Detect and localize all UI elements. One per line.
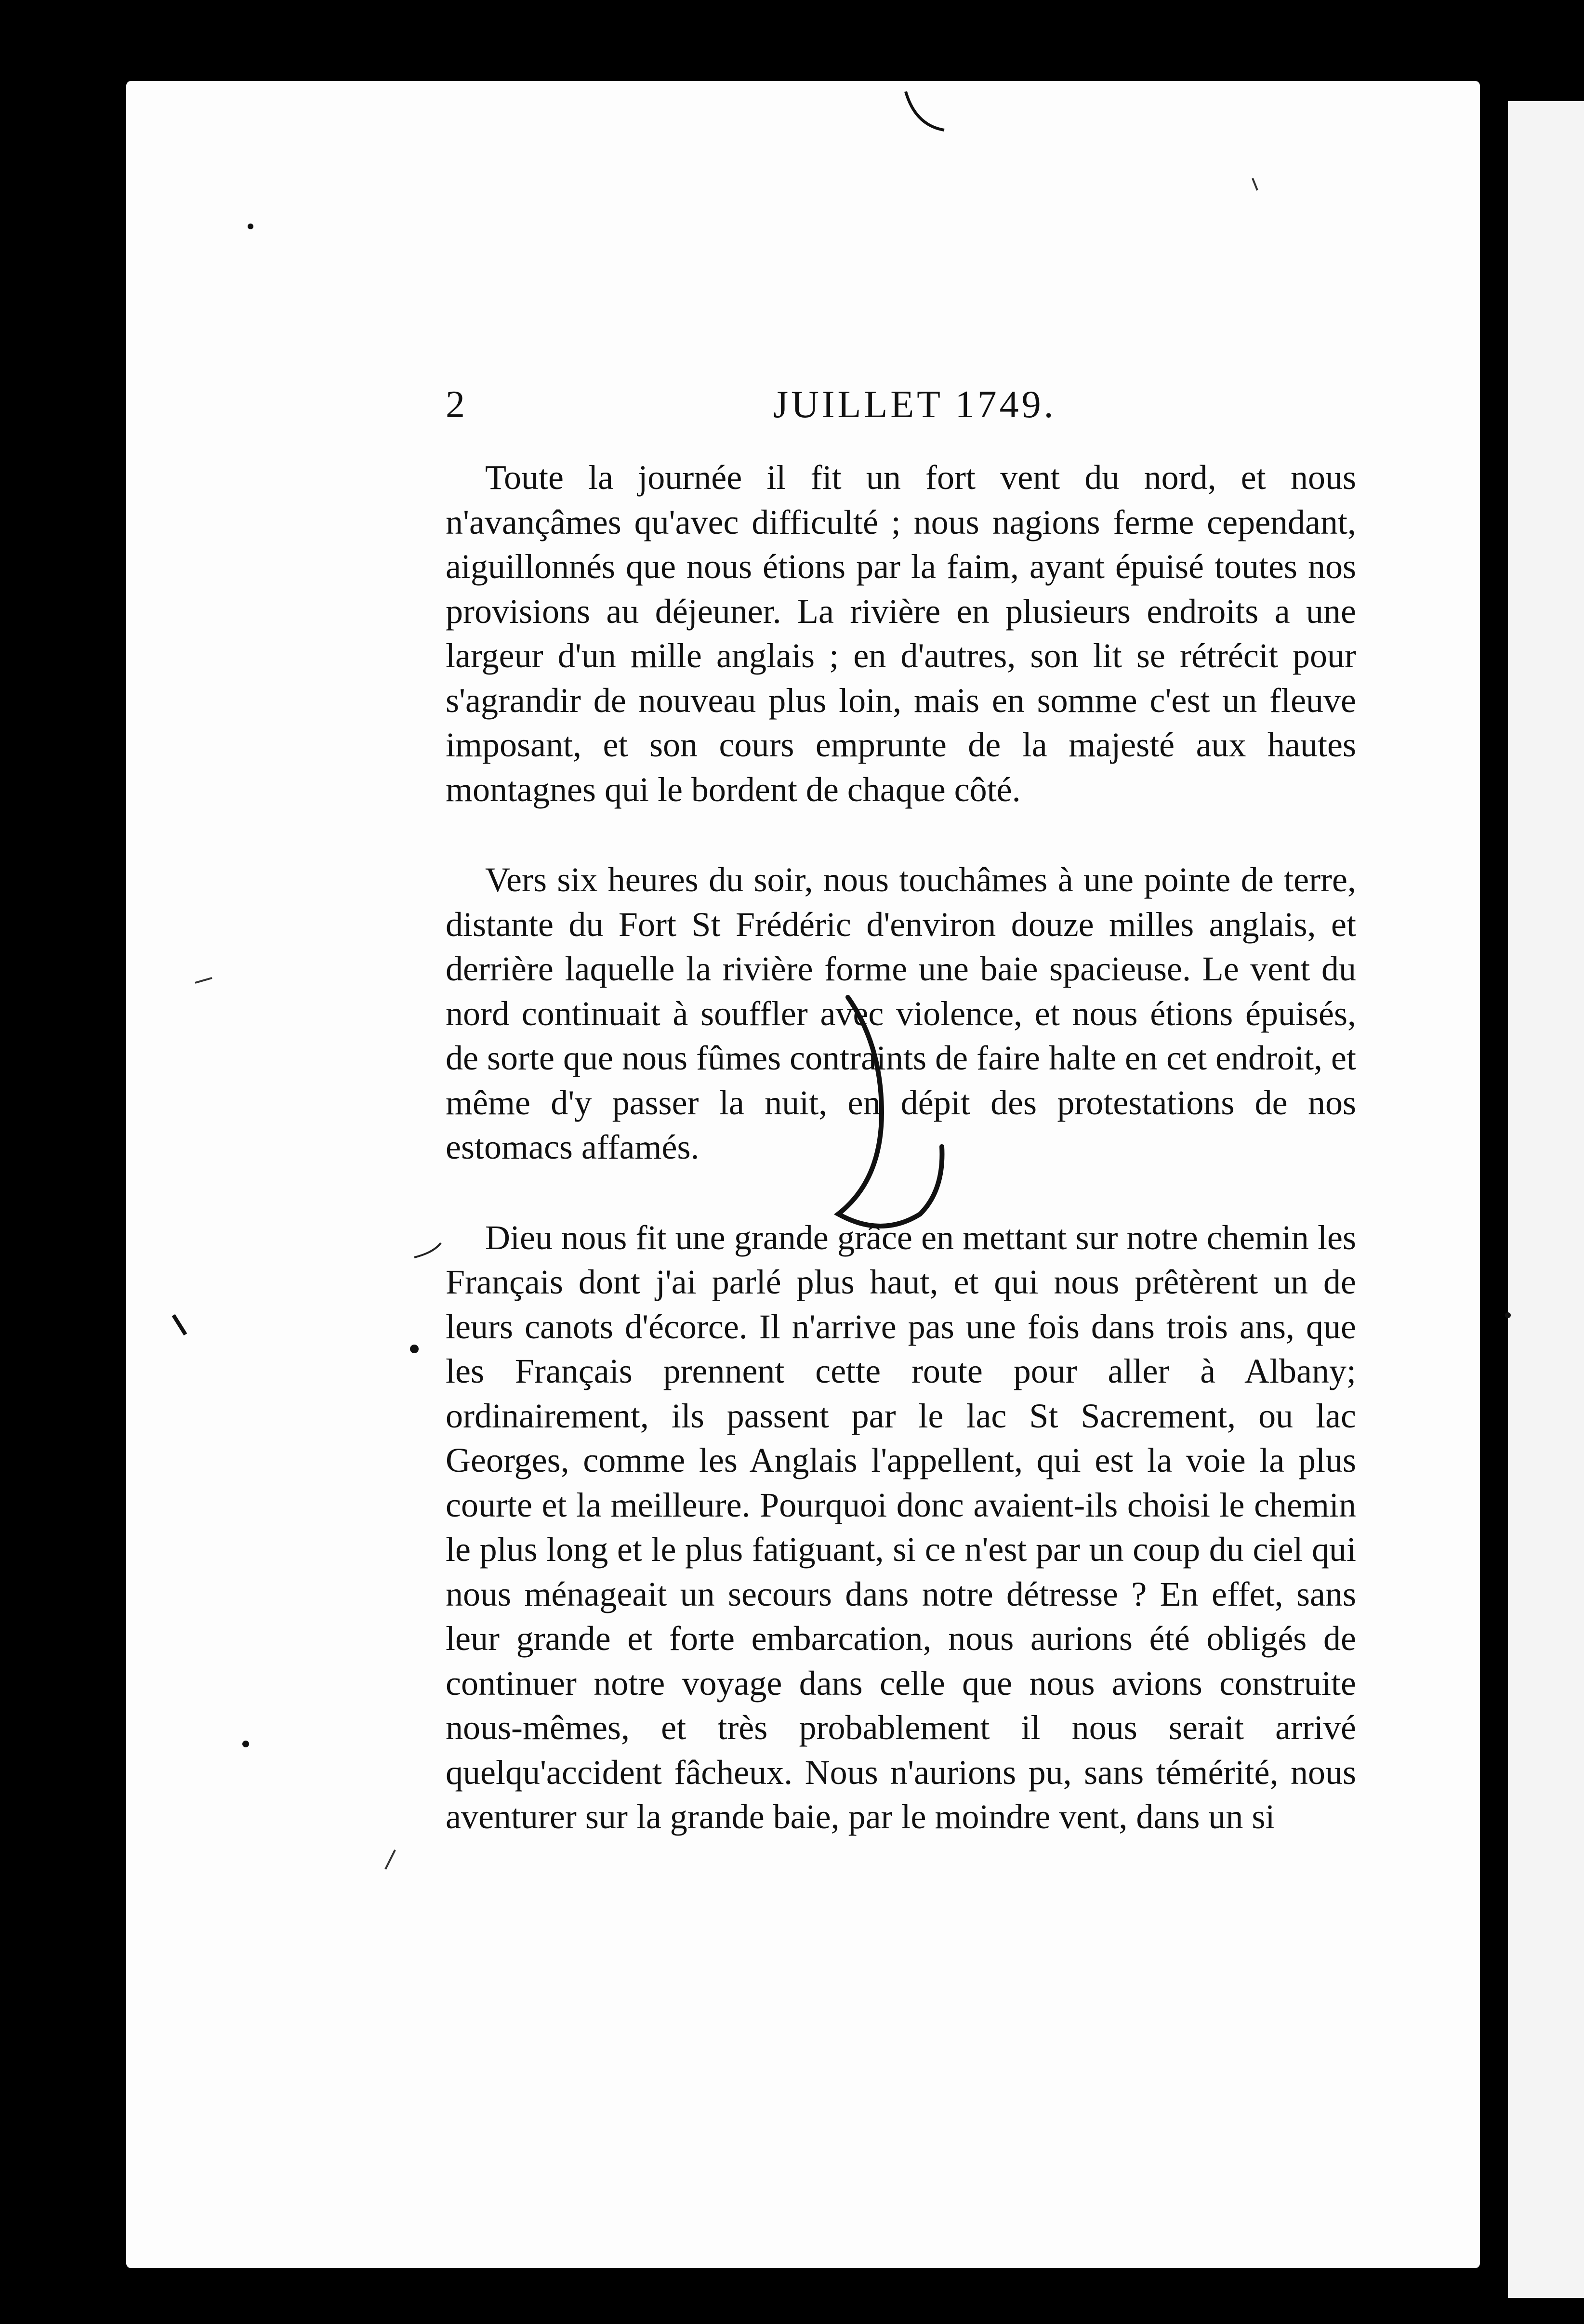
paragraph: Dieu nous fit une grande grâce en mettant sur notre chemin les Français dont j'ai parlé plus haut, et qui nous prêtèrent un de leurs canots d'écorce. Il n'arrive pas une fois dans trois ans, que les Français prennent cette route pour aller à Albany; ordinairement, ils passent par le lac St Sacrement, ou lac Georges, comme les Anglais l'appellent, qui est la voie la plus courte et la meilleure. Pourquoi donc avaient-ils choisi le chemin le plus long et le plus fatiguant, si ce n'est par un coup du ciel qui nous ménageait un secours dans notre détresse ? En effet, sans leur grande et forte embarcation, nous aurions été obligés de continuer notre voyage dans celle que nous avions construite nous-mêmes, et très probablement il nous serait arrivé quelqu'accident fâcheux. Nous n'aurions pu, sans témérité, nous aventurer sur la grande baie, par le moindre vent, dans un si	[446, 1218, 1356, 1836]
running-head: JUILLET 1749.	[773, 383, 1056, 426]
paragraph: Toute la journée il fit un fort vent du nord, et nous n'avançâmes qu'avec difficulté ; nous nagions ferme cependant, aiguillonnés que nous étions par la faim, ayant épuisé toutes nos provisions au déjeuner. La rivière en plusieurs endroits a une largeur d'un mille anglais ; en d'autres, son lit se rétrécit pour s'agrandir de nouveau plus loin, mais en somme c'est un fleuve imposant, et son cours emprunte de la majesté aux hautes montagnes qui le bordent de chaque côté.	[446, 458, 1356, 809]
body-text	[446, 455, 1356, 1839]
page-number: 2	[446, 383, 465, 426]
adjacent-page-edge	[1508, 101, 1584, 2298]
page-header	[446, 383, 1356, 436]
paragraph: Vers six heures du soir, nous touchâmes à une pointe de terre, distante du Fort St Frédéric d'environ douze milles anglais, et derrière laquelle la rivière forme une baie spacieuse. Le vent du nord continuait à souffler avec violence, et nous étions épuisés, de sorte que nous fûmes contraints de faire halte en cet endroit, et même d'y passer la nuit, en dépit des protestations de nos estomacs affamés.	[446, 860, 1356, 1166]
